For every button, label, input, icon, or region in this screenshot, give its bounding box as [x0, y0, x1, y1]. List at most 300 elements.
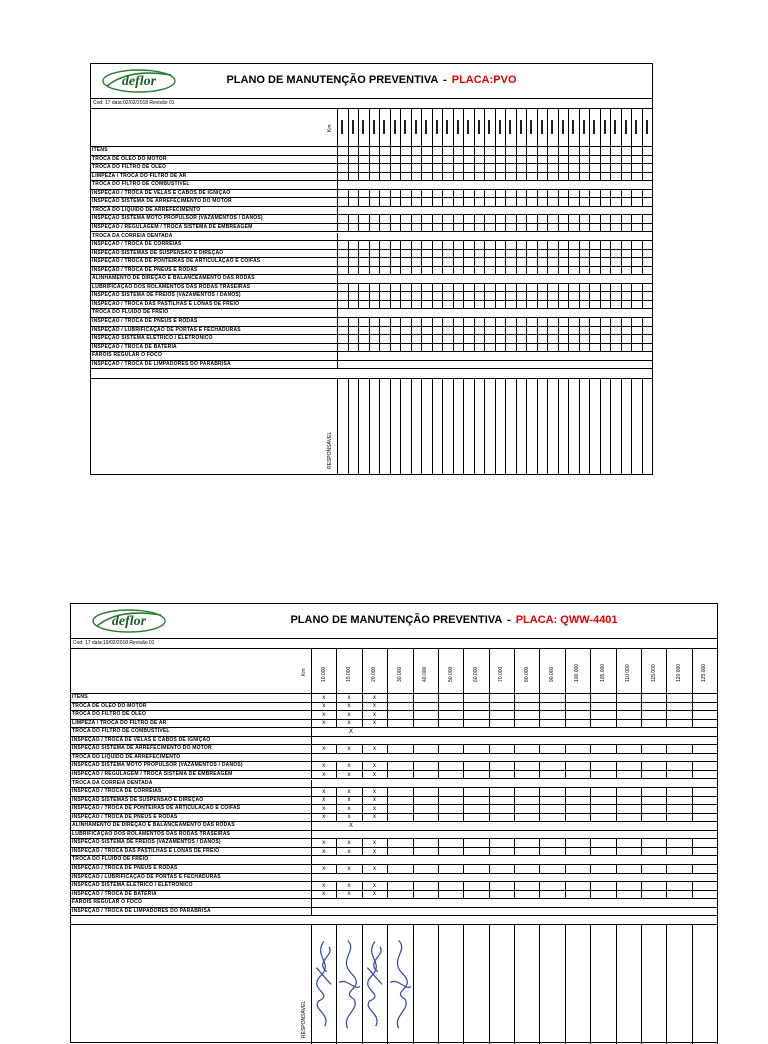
grid-column-line	[652, 335, 653, 343]
grid-column-line	[379, 292, 380, 300]
grid-column-line	[568, 284, 569, 292]
grid-column-line	[514, 649, 515, 693]
grid-column-line	[453, 241, 454, 249]
maintenance-sheet-qww	[70, 603, 718, 1043]
grid-column-line	[438, 865, 439, 873]
grid-column-line	[558, 379, 559, 475]
grid-column-line	[692, 711, 693, 719]
checkmark-x: x	[372, 814, 376, 821]
grid-column-line	[505, 327, 506, 335]
grid-column-line	[666, 771, 667, 779]
grid-column-line	[631, 109, 632, 146]
grid-column-line	[600, 190, 601, 198]
item-label: TROCA DO FILTRO DE COMBUSTIVEL	[72, 728, 170, 735]
title-text: PLANO DE MANUTENÇÃO PREVENTIVA	[290, 614, 502, 626]
grid-column-line	[526, 379, 527, 475]
grid-column-line	[489, 891, 490, 899]
table-row	[91, 241, 652, 250]
title-separator: -	[506, 614, 511, 626]
grid-column-line	[652, 379, 653, 475]
grid-column-line	[387, 694, 388, 702]
item-label: INSPEÇÃO / REGULAGEM / TROCA SISTEMA DE EMBREAGEM	[72, 770, 233, 777]
grid-column-line	[411, 327, 412, 335]
grid-column-line	[537, 190, 538, 198]
grid-column-line	[400, 241, 401, 249]
grid-column-line	[463, 327, 464, 335]
grid-column-line	[652, 198, 653, 206]
grid-column-line	[453, 164, 454, 172]
grid-column-line	[369, 335, 370, 343]
grid-column-line	[616, 797, 617, 805]
grid-column-line	[358, 344, 359, 352]
document-code: Cod: 17 data:02/02/2018 Revisão 01	[91, 99, 652, 109]
checkmark-x: x	[322, 891, 326, 898]
grid-column-line	[489, 797, 490, 805]
grid-column-line	[568, 190, 569, 198]
grid-column-line	[463, 745, 464, 753]
grid-column-line	[358, 284, 359, 292]
grid-column-line	[463, 649, 464, 693]
grid-column-line	[495, 109, 496, 146]
checkmark-x: x	[347, 882, 351, 889]
grid-column-line	[641, 891, 642, 899]
grid-column-line	[600, 198, 601, 206]
grid-column-line	[379, 267, 380, 275]
grid-column-line	[463, 284, 464, 292]
grid-column-line	[442, 301, 443, 309]
checkmark-x: x	[322, 763, 326, 770]
grid-column-line	[666, 649, 667, 693]
grid-column-line	[413, 848, 414, 856]
grid-column-line	[539, 814, 540, 822]
grid-column-line	[438, 694, 439, 702]
grid-column-line	[400, 335, 401, 343]
grid-column-line	[590, 882, 591, 890]
grid-column-line	[666, 745, 667, 753]
grid-column-line	[495, 190, 496, 198]
km-tick-placeholder	[362, 120, 364, 134]
grid-column-line	[537, 215, 538, 223]
grid-column-line	[362, 694, 363, 702]
grid-column-line	[616, 839, 617, 847]
grid-column-line	[600, 327, 601, 335]
grid-column-line	[387, 805, 388, 813]
grid-column-line	[652, 344, 653, 352]
grid-column-line	[311, 865, 312, 873]
grid-column-line	[666, 805, 667, 813]
grid-column-line	[489, 814, 490, 822]
grid-column-line	[348, 215, 349, 223]
checkmark-x: x	[322, 720, 326, 727]
grid-column-line	[474, 250, 475, 258]
grid-column-line	[600, 318, 601, 326]
table-row	[71, 874, 717, 883]
grid-column-line	[610, 284, 611, 292]
grid-column-line	[565, 839, 566, 847]
grid-column-line	[390, 250, 391, 258]
grid-column-line	[432, 173, 433, 181]
grid-column-line	[558, 224, 559, 232]
grid-column-line	[463, 891, 464, 899]
table-row	[71, 737, 717, 746]
grid-column-line	[589, 292, 590, 300]
grid-column-line	[413, 882, 414, 890]
grid-column-line	[505, 164, 506, 172]
grid-column-line	[311, 711, 312, 719]
grid-column-line	[610, 344, 611, 352]
grid-column-line	[610, 224, 611, 232]
grid-column-line	[362, 771, 363, 779]
grid-column-line	[495, 258, 496, 266]
item-label: INSPEÇÃO SISTEMA ELETRICO / ELETRONICO	[72, 882, 193, 889]
grid-column-line	[337, 284, 338, 292]
table-row	[71, 711, 717, 720]
grid-column-line	[369, 267, 370, 275]
table-row	[91, 198, 652, 207]
grid-column-line	[362, 882, 363, 890]
grid-column-line	[413, 797, 414, 805]
km-tick-placeholder	[467, 120, 469, 134]
km-tick-placeholder	[499, 120, 501, 134]
grid-column-line	[692, 848, 693, 856]
checkmark-x: x	[347, 703, 351, 710]
km-tick-placeholder	[583, 120, 585, 134]
item-label: INSPEÇÃO / TROCA DE PONTEIRAS DE ARTICULAÇÃO E COIFAS	[72, 805, 241, 812]
grid-column-line	[589, 379, 590, 475]
item-label: INSPEÇÃO / TROCA DE LIMPADORES DO PARABRISA	[72, 907, 211, 914]
grid-column-line	[463, 173, 464, 181]
grid-column-line	[474, 258, 475, 266]
grid-column-line	[537, 224, 538, 232]
grid-column-line	[474, 301, 475, 309]
grid-column-line	[358, 224, 359, 232]
grid-column-line	[539, 649, 540, 693]
grid-column-line	[505, 198, 506, 206]
grid-column-line	[505, 267, 506, 275]
grid-column-line	[641, 925, 642, 1044]
grid-column-line	[589, 109, 590, 146]
grid-column-line	[489, 711, 490, 719]
grid-column-line	[495, 318, 496, 326]
km-tick-placeholder	[562, 120, 564, 134]
grid-column-line	[411, 164, 412, 172]
grid-column-line	[547, 258, 548, 266]
grid-column-line	[621, 215, 622, 223]
grid-column-line	[484, 241, 485, 249]
grid-column-line	[526, 156, 527, 164]
grid-column-line	[474, 156, 475, 164]
grid-column-line	[537, 267, 538, 275]
grid-column-line	[600, 284, 601, 292]
grid-column-line	[641, 848, 642, 856]
grid-column-line	[358, 327, 359, 335]
item-label: INSPEÇÃO / TROCA DE PNEUS E RODAS	[72, 865, 178, 871]
grid-column-line	[558, 198, 559, 206]
grid-column-line	[600, 379, 601, 475]
item-label: INSPEÇÃO SISTEMA MOTO PROPULSOR (VAZAMENTOS / DANOS)	[72, 762, 243, 769]
grid-column-line	[642, 344, 643, 352]
grid-column-line	[489, 839, 490, 847]
grid-column-line	[453, 250, 454, 258]
grid-column-line	[616, 771, 617, 779]
grid-column-line	[336, 694, 337, 702]
grid-column-line	[590, 814, 591, 822]
grid-column-line	[442, 224, 443, 232]
checkmark-x: x	[322, 788, 326, 795]
grid-column-line	[717, 925, 718, 1044]
grid-column-line	[362, 865, 363, 873]
grid-column-line	[565, 720, 566, 728]
grid-column-line	[516, 164, 517, 172]
grid-column-line	[413, 839, 414, 847]
grid-column-line	[438, 925, 439, 1044]
item-label: LUBRIFICAÇÃO DOS ROLAMENTOS DAS RODAS TRASEIRAS	[72, 830, 231, 837]
grid-column-line	[579, 198, 580, 206]
grid-column-line	[432, 335, 433, 343]
grid-column-line	[453, 284, 454, 292]
blank-row	[71, 916, 717, 925]
grid-column-line	[348, 173, 349, 181]
grid-column-line	[537, 318, 538, 326]
grid-column-line	[421, 335, 422, 343]
grid-column-line	[495, 241, 496, 249]
grid-column-line	[717, 882, 718, 890]
grid-column-line	[526, 147, 527, 155]
grid-column-line	[311, 703, 312, 711]
grid-column-line	[442, 335, 443, 343]
km-tick-placeholder	[373, 120, 375, 134]
grid-column-line	[565, 703, 566, 711]
grid-column-line	[495, 173, 496, 181]
grid-column-line	[537, 156, 538, 164]
deflor-logo	[89, 606, 169, 636]
grid-column-line	[495, 301, 496, 309]
grid-column-line	[421, 241, 422, 249]
grid-column-line	[565, 649, 566, 693]
grid-column-line	[539, 771, 540, 779]
grid-column-line	[311, 882, 312, 890]
grid-column-line	[558, 344, 559, 352]
grid-column-line	[390, 292, 391, 300]
grid-column-line	[579, 224, 580, 232]
grid-column-line	[484, 190, 485, 198]
grid-column-line	[641, 762, 642, 770]
grid-column-line	[474, 215, 475, 223]
grid-column-line	[369, 156, 370, 164]
grid-column-line	[432, 147, 433, 155]
grid-column-line	[442, 318, 443, 326]
grid-column-line	[652, 241, 653, 249]
grid-column-line	[387, 839, 388, 847]
grid-column-line	[610, 198, 611, 206]
item-label: INSPEÇÃO SISTEMA DE ARREFECIMENTO DO MOTOR	[92, 198, 232, 205]
grid-column-line	[547, 109, 548, 146]
grid-column-line	[631, 250, 632, 258]
grid-column-line	[489, 805, 490, 813]
grid-column-line	[390, 173, 391, 181]
grid-column-line	[337, 250, 338, 258]
grid-column-line	[358, 258, 359, 266]
table-row	[91, 344, 652, 353]
grid-column-line	[652, 258, 653, 266]
grid-column-line	[565, 771, 566, 779]
grid-column-line	[474, 190, 475, 198]
km-tick-placeholder	[604, 120, 606, 134]
grid-column-line	[336, 711, 337, 719]
grid-column-line	[421, 190, 422, 198]
grid-column-line	[379, 250, 380, 258]
grid-column-line	[421, 198, 422, 206]
grid-column-line	[539, 839, 540, 847]
grid-column-line	[505, 258, 506, 266]
grid-column-line	[539, 745, 540, 753]
grid-column-line	[631, 224, 632, 232]
grid-column-line	[411, 379, 412, 475]
grid-column-line	[666, 762, 667, 770]
grid-column-line	[516, 190, 517, 198]
grid-column-line	[489, 848, 490, 856]
grid-column-line	[642, 156, 643, 164]
grid-column-line	[666, 720, 667, 728]
grid-column-line	[558, 164, 559, 172]
grid-column-line	[400, 250, 401, 258]
grid-column-line	[600, 173, 601, 181]
grid-column-line	[362, 814, 363, 822]
table-row	[91, 309, 652, 318]
grid-column-line	[590, 805, 591, 813]
km-tick-label: 125.000	[701, 663, 708, 682]
grid-column-line	[484, 224, 485, 232]
item-label: LIMPEZA / TROCA DO FILTRO DE AR	[72, 719, 167, 726]
grid-column-line	[642, 198, 643, 206]
checkmark-x: x	[347, 720, 351, 727]
grid-column-line	[453, 156, 454, 164]
km-tick-label: 70.000	[498, 666, 505, 682]
grid-column-line	[453, 379, 454, 475]
grid-column-line	[474, 344, 475, 352]
grid-column-line	[514, 848, 515, 856]
grid-column-line	[516, 344, 517, 352]
grid-column-line	[387, 703, 388, 711]
grid-column-line	[590, 839, 591, 847]
table-row	[71, 865, 717, 874]
grid-column-line	[717, 805, 718, 813]
grid-column-line	[348, 318, 349, 326]
grid-column-line	[489, 865, 490, 873]
grid-column-line	[400, 284, 401, 292]
grid-column-line	[336, 771, 337, 779]
table-row	[71, 882, 717, 891]
grid-column-line	[547, 318, 548, 326]
grid-column-line	[514, 805, 515, 813]
grid-column-line	[610, 301, 611, 309]
grid-column-line	[432, 284, 433, 292]
grid-column-line	[514, 711, 515, 719]
grid-column-line	[558, 284, 559, 292]
grid-column-line	[516, 147, 517, 155]
grid-column-line	[558, 156, 559, 164]
grid-column-line	[537, 164, 538, 172]
maintenance-table	[71, 649, 717, 1044]
grid-column-line	[565, 797, 566, 805]
item-label: TROCA DE OLEO DO MOTOR	[72, 702, 147, 709]
grid-column-line	[652, 215, 653, 223]
checkmark-x: x	[372, 797, 376, 804]
grid-column-line	[565, 711, 566, 719]
grid-column-line	[484, 173, 485, 181]
grid-column-line	[641, 649, 642, 693]
grid-column-line	[421, 215, 422, 223]
grid-column-line	[484, 327, 485, 335]
table-row	[71, 762, 717, 771]
table-row	[71, 908, 717, 917]
grid-column-line	[432, 301, 433, 309]
grid-column-line	[589, 327, 590, 335]
grid-column-line	[336, 797, 337, 805]
grid-column-line	[495, 215, 496, 223]
grid-column-line	[568, 335, 569, 343]
grid-column-line	[641, 788, 642, 796]
grid-column-line	[379, 318, 380, 326]
sheet-header	[71, 604, 717, 639]
grid-column-line	[442, 267, 443, 275]
grid-column-line	[610, 318, 611, 326]
km-tick-label: 10.000	[320, 666, 327, 682]
grid-column-line	[362, 703, 363, 711]
grid-column-line	[621, 292, 622, 300]
grid-column-line	[558, 215, 559, 223]
grid-column-line	[568, 258, 569, 266]
grid-column-line	[413, 711, 414, 719]
grid-column-line	[387, 797, 388, 805]
grid-column-line	[505, 301, 506, 309]
grid-column-line	[616, 703, 617, 711]
grid-column-line	[621, 250, 622, 258]
checkmark-x: x	[372, 788, 376, 795]
grid-column-line	[616, 814, 617, 822]
grid-column-line	[411, 190, 412, 198]
grid-column-line	[474, 292, 475, 300]
grid-column-line	[421, 344, 422, 352]
grid-column-line	[516, 318, 517, 326]
grid-column-line	[489, 745, 490, 753]
grid-column-line	[337, 379, 338, 475]
grid-column-line	[379, 198, 380, 206]
grid-column-line	[610, 335, 611, 343]
km-tick-label: 60.000	[472, 666, 479, 682]
grid-column-line	[610, 258, 611, 266]
table-row	[71, 703, 717, 712]
table-row	[71, 805, 717, 814]
grid-column-line	[336, 745, 337, 753]
grid-column-line	[358, 173, 359, 181]
grid-column-line	[358, 267, 359, 275]
grid-column-line	[463, 788, 464, 796]
checkmark-x: x	[322, 746, 326, 753]
km-tick-label: 115.000	[650, 663, 657, 682]
km-label: Km	[301, 668, 307, 676]
grid-column-line	[600, 147, 601, 155]
grid-column-line	[547, 379, 548, 475]
grid-column-line	[453, 327, 454, 335]
grid-column-line	[474, 173, 475, 181]
grid-column-line	[411, 198, 412, 206]
grid-column-line	[600, 156, 601, 164]
grid-column-line	[474, 318, 475, 326]
grid-column-line	[453, 258, 454, 266]
grid-column-line	[432, 250, 433, 258]
grid-column-line	[379, 215, 380, 223]
